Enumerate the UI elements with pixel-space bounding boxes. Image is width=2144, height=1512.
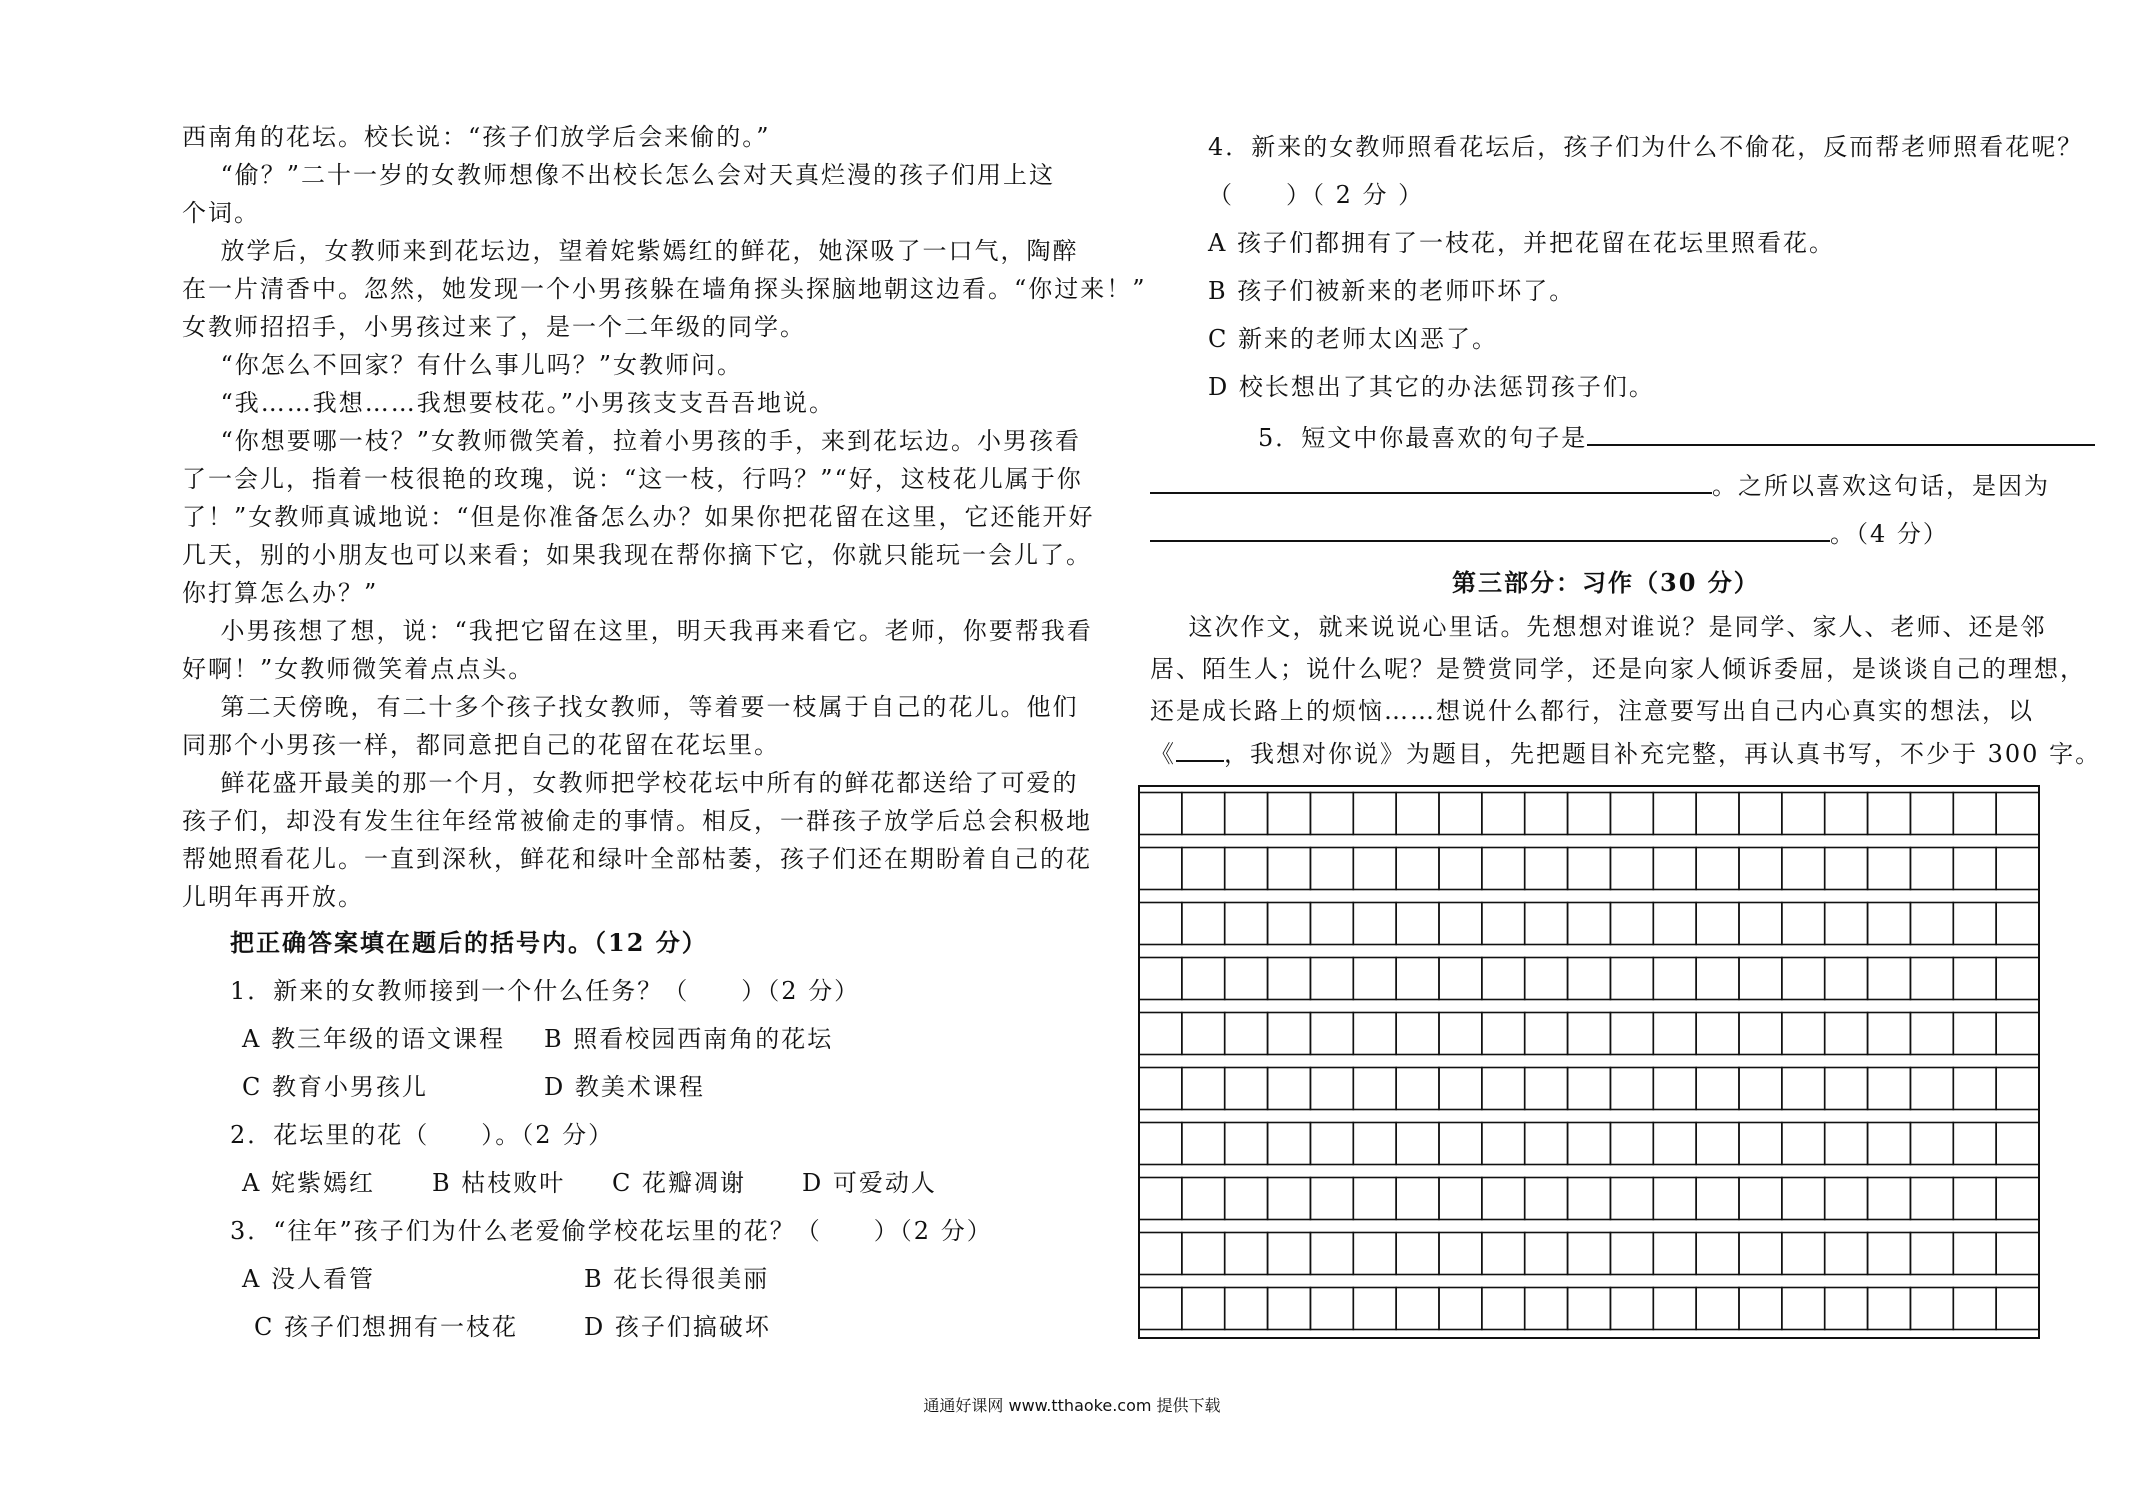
grid-cell[interactable] [1396, 1288, 1439, 1330]
grid-cell[interactable] [1610, 1233, 1653, 1275]
answer-blank[interactable] [1150, 470, 1712, 494]
grid-cell[interactable] [1396, 1013, 1439, 1055]
grid-cell[interactable] [1953, 958, 1996, 1000]
grid-cell[interactable] [1225, 903, 1268, 945]
grid-cell[interactable] [1696, 903, 1739, 945]
grid-cell[interactable] [1910, 958, 1953, 1000]
grid-cell[interactable] [1825, 1288, 1868, 1330]
passage-line: 了！”女教师真诚地说：“但是你准备怎么办？如果你把花留在这里，它还能开好 [182, 503, 1095, 531]
answer-blank[interactable] [1587, 422, 2095, 446]
grid-cell[interactable] [1568, 793, 1611, 835]
grid-cell[interactable] [1139, 1178, 1182, 1220]
q1-option-c[interactable]: C 教育小男孩儿 [242, 1073, 428, 1101]
grid-cell[interactable] [1825, 1233, 1868, 1275]
grid-cell[interactable] [1225, 1123, 1268, 1165]
grid-cell[interactable] [1182, 1233, 1225, 1275]
q3-option-c[interactable]: C 孩子们想拥有一枝花 [254, 1313, 518, 1341]
grid-cell[interactable] [1868, 1178, 1911, 1220]
grid-cell[interactable] [1996, 958, 2039, 1000]
grid-cell[interactable] [1568, 848, 1611, 890]
question-5-line-2 [1150, 470, 2050, 501]
grid-cell[interactable] [1610, 958, 1653, 1000]
grid-cell[interactable] [1139, 1013, 1182, 1055]
grid-cell[interactable] [1268, 1068, 1311, 1110]
grid-cell[interactable] [1996, 1178, 2039, 1220]
grid-cell[interactable] [1439, 1178, 1482, 1220]
grid-cell[interactable] [1782, 793, 1825, 835]
grid-cell[interactable] [1139, 1233, 1182, 1275]
passage-line: “你怎么不回家？有什么事儿吗？”女教师问。 [182, 351, 744, 379]
grid-cell[interactable] [1182, 1288, 1225, 1330]
grid-cell[interactable] [1525, 1288, 1568, 1330]
title-prefix: 《 [1150, 740, 1176, 768]
passage-line: 个词。 [182, 199, 260, 227]
grid-cell[interactable] [1268, 1288, 1311, 1330]
grid-cell[interactable] [1782, 903, 1825, 945]
grid-cell[interactable] [1653, 1233, 1696, 1275]
grid-cell[interactable] [1182, 1123, 1225, 1165]
grid-cell[interactable] [1525, 1178, 1568, 1220]
q4-option-c[interactable]: C 新来的老师太凶恶了。 [1208, 325, 1498, 353]
grid-cell[interactable] [1568, 1178, 1611, 1220]
grid-cell[interactable] [1310, 1288, 1353, 1330]
grid-cell[interactable] [1739, 958, 1782, 1000]
grid-cell[interactable] [1396, 1178, 1439, 1220]
grid-row [1139, 1123, 2039, 1165]
grid-cell[interactable] [1739, 903, 1782, 945]
passage-line: 了一会儿，指着一枝很艳的玫瑰，说：“这一枝，行吗？”“好，这枝花儿属于你 [182, 465, 1083, 493]
grid-cell[interactable] [1953, 903, 1996, 945]
grid-cell[interactable] [1996, 903, 2039, 945]
grid-cell[interactable] [1439, 958, 1482, 1000]
grid-cell[interactable] [1825, 1013, 1868, 1055]
passage-line: 帮她照看花儿。一直到深秋，鲜花和绿叶全部枯萎，孩子们还在期盼着自己的花 [182, 845, 1092, 873]
grid-cell[interactable] [1525, 848, 1568, 890]
grid-cell[interactable] [1782, 1178, 1825, 1220]
passage-line: “你想要哪一枝？”女教师微笑着，拉着小男孩的手，来到花坛边。小男孩看 [182, 427, 1082, 455]
grid-row [1139, 793, 2039, 835]
grid-cell[interactable] [1482, 793, 1525, 835]
question-2-stem: 2．花坛里的花（ ）。（2 分） [230, 1121, 615, 1149]
grid-cell[interactable] [1225, 848, 1268, 890]
grid-cell[interactable] [1996, 848, 2039, 890]
writing-prompt-line: 居、陌生人；说什么呢？是赞赏同学，还是向家人倾诉委屈，是谈谈自己的理想， [1150, 655, 2086, 683]
grid-cell[interactable] [1353, 903, 1396, 945]
grid-cell[interactable] [1182, 793, 1225, 835]
grid-cell[interactable] [1610, 848, 1653, 890]
passage-line: 第二天傍晚，有二十多个孩子找女教师，等着要一枝属于自己的花儿。他们 [182, 693, 1079, 721]
passage-line: 在一片清香中。忽然，她发现一个小男孩躲在墙角探头探脑地朝这边看。“你过来！” [182, 275, 1147, 303]
grid-cell[interactable] [1910, 903, 1953, 945]
grid-cell[interactable] [1439, 793, 1482, 835]
grid-cell[interactable] [1782, 1288, 1825, 1330]
grid-cell[interactable] [1953, 1013, 1996, 1055]
grid-cell[interactable] [1396, 1233, 1439, 1275]
grid-cell[interactable] [1353, 1288, 1396, 1330]
grid-cell[interactable] [1182, 1068, 1225, 1110]
grid-cell[interactable] [1953, 1068, 1996, 1110]
q2-option-d[interactable]: D 可爱动人 [802, 1169, 937, 1197]
question-5-mid: 。之所以喜欢这句话，是因为 [1712, 472, 2050, 500]
grid-cell[interactable] [1310, 1123, 1353, 1165]
grid-cell[interactable] [1568, 1068, 1611, 1110]
grid-cell[interactable] [1953, 848, 1996, 890]
grid-cell[interactable] [1310, 848, 1353, 890]
grid-cell[interactable] [1610, 793, 1653, 835]
passage-line: 几天，别的小朋友也可以来看；如果我现在帮你摘下它，你就只能玩一会儿了。 [182, 541, 1092, 569]
grid-cell[interactable] [1268, 848, 1311, 890]
grid-cell[interactable] [1139, 1123, 1182, 1165]
grid-cell[interactable] [1910, 1288, 1953, 1330]
grid-cell[interactable] [1310, 1178, 1353, 1220]
grid-cell[interactable] [1868, 903, 1911, 945]
grid-cell[interactable] [1996, 1288, 2039, 1330]
grid-cell[interactable] [1310, 1233, 1353, 1275]
grid-row [1139, 848, 2039, 890]
grid-cell[interactable] [1782, 1233, 1825, 1275]
grid-cell[interactable] [1182, 903, 1225, 945]
grid-cell[interactable] [1610, 1288, 1653, 1330]
grid-cell[interactable] [1139, 793, 1182, 835]
grid-cell[interactable] [1439, 903, 1482, 945]
grid-cell[interactable] [1439, 1013, 1482, 1055]
grid-cell[interactable] [1610, 1068, 1653, 1110]
grid-cell[interactable] [1268, 1123, 1311, 1165]
grid-cell[interactable] [1310, 793, 1353, 835]
grid-cell[interactable] [1482, 1178, 1525, 1220]
grid-cell[interactable] [1868, 848, 1911, 890]
q1-option-a[interactable]: A 教三年级的语文课程 [242, 1025, 505, 1053]
grid-cell[interactable] [1868, 1123, 1911, 1165]
grid-cell[interactable] [1739, 1123, 1782, 1165]
grid-cell[interactable] [1653, 1123, 1696, 1165]
grid-cell[interactable] [1868, 1013, 1911, 1055]
grid-cell[interactable] [1568, 1233, 1611, 1275]
grid-cell[interactable] [1653, 1178, 1696, 1220]
grid-cell[interactable] [1182, 958, 1225, 1000]
q4-option-a[interactable]: A 孩子们都拥有了一枝花，并把花留在花坛里照看花。 [1208, 229, 1835, 257]
grid-cell[interactable] [1525, 1233, 1568, 1275]
grid-cell[interactable] [1568, 903, 1611, 945]
grid-cell[interactable] [1139, 848, 1182, 890]
grid-cell[interactable] [1953, 793, 1996, 835]
question-5-end: 。（4 分） [1830, 520, 1949, 548]
grid-cell[interactable] [1525, 1123, 1568, 1165]
grid-cell[interactable] [1225, 1233, 1268, 1275]
grid-cell[interactable] [1825, 958, 1868, 1000]
grid-cell[interactable] [1610, 1178, 1653, 1220]
grid-cell[interactable] [1996, 793, 2039, 835]
title-suffix: ，我想对你说》为题目，先把题目补充完整，再认真书写，不少于 300 字。 [1224, 740, 2102, 768]
grid-cell[interactable] [1825, 1068, 1868, 1110]
grid-row [1139, 903, 2039, 945]
grid-cell[interactable] [1310, 1013, 1353, 1055]
grid-cell[interactable] [1525, 958, 1568, 1000]
grid-cell[interactable] [1353, 1068, 1396, 1110]
passage-line: “偷？”二十一岁的女教师想像不出校长怎么会对天真烂漫的孩子们用上这 [182, 161, 1056, 189]
grid-cell[interactable] [1868, 958, 1911, 1000]
writing-prompt-line [1150, 738, 2101, 769]
question-5-stem [1258, 422, 2095, 453]
grid-cell[interactable] [1310, 1068, 1353, 1110]
grid-cell[interactable] [1353, 958, 1396, 1000]
grid-cell[interactable] [1868, 1288, 1911, 1330]
grid-cell[interactable] [1568, 1013, 1611, 1055]
grid-cell[interactable] [1396, 1123, 1439, 1165]
grid-cell[interactable] [1910, 793, 1953, 835]
grid-svg [1138, 785, 2040, 1339]
grid-cell[interactable] [1782, 958, 1825, 1000]
title-blank[interactable] [1176, 738, 1224, 762]
grid-cell[interactable] [1910, 1123, 1953, 1165]
q1-option-b[interactable]: B 照看校园西南角的花坛 [544, 1025, 834, 1053]
grid-cell[interactable] [1996, 1013, 2039, 1055]
grid-cell[interactable] [1953, 1178, 1996, 1220]
grid-cell[interactable] [1482, 1288, 1525, 1330]
passage-line: 同那个小男孩一样，都同意把自己的花留在花坛里。 [182, 731, 780, 759]
grid-cell[interactable] [1868, 1233, 1911, 1275]
question-5-label: 5．短文中你最喜欢的句子是 [1258, 424, 1588, 452]
passage-line: 儿明年再开放。 [182, 883, 364, 911]
passage-line: 鲜花盛开最美的那一个月，女教师把学校花坛中所有的鲜花都送给了可爱的 [182, 769, 1079, 797]
grid-cell[interactable] [1739, 1178, 1782, 1220]
grid-cell[interactable] [1696, 848, 1739, 890]
q2-option-b[interactable]: B 枯枝败叶 [432, 1169, 566, 1197]
grid-cell[interactable] [1139, 903, 1182, 945]
grid-cell[interactable] [1268, 793, 1311, 835]
grid-cell[interactable] [1482, 903, 1525, 945]
q4-option-b[interactable]: B 孩子们被新来的老师吓坏了。 [1208, 277, 1576, 305]
grid-cell[interactable] [1225, 958, 1268, 1000]
q3-option-a[interactable]: A 没人看管 [242, 1265, 375, 1293]
grid-cell[interactable] [1268, 958, 1311, 1000]
q2-option-a[interactable]: A 姹紫嫣红 [242, 1169, 375, 1197]
grid-cell[interactable] [1739, 1013, 1782, 1055]
grid-row [1139, 1013, 2039, 1055]
grid-cell[interactable] [1825, 1178, 1868, 1220]
grid-cell[interactable] [1396, 848, 1439, 890]
answer-blank[interactable] [1150, 518, 1830, 542]
grid-cell[interactable] [1439, 1123, 1482, 1165]
grid-cell[interactable] [1353, 848, 1396, 890]
grid-cell[interactable] [1610, 903, 1653, 945]
grid-cell[interactable] [1225, 793, 1268, 835]
question-4-points: （ ）（ 2 分 ） [1208, 181, 1425, 209]
questions-instruction: 把正确答案填在题后的括号内。（12 分） [230, 928, 708, 957]
grid-cell[interactable] [1696, 1178, 1739, 1220]
passage-line: 放学后，女教师来到花坛边，望着姹紫嫣红的鲜花，她深吸了一口气，陶醉 [182, 237, 1079, 265]
grid-cell[interactable] [1996, 1123, 2039, 1165]
q3-option-b[interactable]: B 花长得很美丽 [584, 1265, 770, 1293]
grid-cell[interactable] [1739, 1068, 1782, 1110]
grid-cell[interactable] [1396, 793, 1439, 835]
grid-cell[interactable] [1353, 1233, 1396, 1275]
grid-cell[interactable] [1268, 1233, 1311, 1275]
grid-cell[interactable] [1396, 1068, 1439, 1110]
grid-cell[interactable] [1610, 1123, 1653, 1165]
grid-cell[interactable] [1653, 1013, 1696, 1055]
writing-prompt-line: 这次作文，就来说说心里话。先想想对谁说？是同学、家人、老师、还是邻 [1150, 613, 2047, 641]
grid-cell[interactable] [1482, 848, 1525, 890]
grid-cell[interactable] [1568, 958, 1611, 1000]
passage-line: 小男孩想了想，说：“我把它留在这里，明天我再来看它。老师，你要帮我看 [182, 617, 1093, 645]
question-3-stem: 3．“往年”孩子们为什么老爱偷学校花坛里的花？（ ）（2 分） [230, 1217, 993, 1245]
grid-cell[interactable] [1739, 848, 1782, 890]
grid-cell[interactable] [1910, 1233, 1953, 1275]
grid-cell[interactable] [1225, 1288, 1268, 1330]
grid-cell[interactable] [1868, 1068, 1911, 1110]
passage-line: 好啊！”女教师微笑着点点头。 [182, 655, 535, 683]
grid-cell[interactable] [1825, 793, 1868, 835]
grid-cell[interactable] [1910, 1068, 1953, 1110]
grid-cell[interactable] [1782, 1068, 1825, 1110]
grid-row [1139, 1178, 2039, 1220]
grid-cell[interactable] [1653, 958, 1696, 1000]
grid-cell[interactable] [1182, 1178, 1225, 1220]
grid-cell[interactable] [1910, 1178, 1953, 1220]
grid-cell[interactable] [1953, 1233, 1996, 1275]
q1-option-d[interactable]: D 教美术课程 [544, 1073, 705, 1101]
grid-cell[interactable] [1825, 848, 1868, 890]
grid-cell[interactable] [1568, 1288, 1611, 1330]
grid-cell[interactable] [1353, 1178, 1396, 1220]
grid-cell[interactable] [1182, 848, 1225, 890]
grid-border [1139, 786, 2039, 1338]
grid-cell[interactable] [1610, 1013, 1653, 1055]
grid-cell[interactable] [1739, 793, 1782, 835]
grid-cell[interactable] [1353, 793, 1396, 835]
grid-cell[interactable] [1225, 1068, 1268, 1110]
grid-cell[interactable] [1868, 793, 1911, 835]
passage-line: 孩子们，却没有发生往年经常被偷走的事情。相反，一群孩子放学后总会积极地 [182, 807, 1092, 835]
grid-cell[interactable] [1439, 1233, 1482, 1275]
grid-cell[interactable] [1696, 1013, 1739, 1055]
grid-cell[interactable] [1953, 1288, 1996, 1330]
grid-cell[interactable] [1653, 1288, 1696, 1330]
grid-cell[interactable] [1310, 903, 1353, 945]
grid-cell[interactable] [1268, 903, 1311, 945]
grid-cell[interactable] [1653, 848, 1696, 890]
grid-cell[interactable] [1310, 958, 1353, 1000]
q4-option-d[interactable]: D 校长想出了其它的办法惩罚孩子们。 [1208, 373, 1655, 401]
grid-cell[interactable] [1139, 1068, 1182, 1110]
grid-cell[interactable] [1696, 958, 1739, 1000]
grid-cell[interactable] [1482, 1068, 1525, 1110]
passage-line: “我……我想……我想要枝花。”小男孩支支吾吾地说。 [182, 389, 836, 417]
grid-cell[interactable] [1910, 848, 1953, 890]
grid-cell[interactable] [1696, 1068, 1739, 1110]
grid-cell[interactable] [1525, 793, 1568, 835]
grid-cell[interactable] [1268, 1178, 1311, 1220]
grid-cell[interactable] [1182, 1013, 1225, 1055]
grid-cell[interactable] [1568, 1123, 1611, 1165]
grid-cell[interactable] [1525, 903, 1568, 945]
composition-grid[interactable] [1138, 785, 2040, 1339]
grid-cell[interactable] [1439, 1068, 1482, 1110]
grid-row [1139, 958, 2039, 1000]
grid-cell[interactable] [1396, 903, 1439, 945]
grid-cell[interactable] [1653, 903, 1696, 945]
grid-cell[interactable] [1482, 1233, 1525, 1275]
grid-cell[interactable] [1696, 793, 1739, 835]
grid-cell[interactable] [1353, 1013, 1396, 1055]
grid-cell[interactable] [1996, 1233, 2039, 1275]
grid-cell[interactable] [1782, 1123, 1825, 1165]
writing-prompt-line: 还是成长路上的烦恼……想说什么都行，注意要写出自己内心真实的想法，以 [1150, 697, 2034, 725]
q2-option-c[interactable]: C 花瓣凋谢 [612, 1169, 746, 1197]
grid-cell[interactable] [1910, 1013, 1953, 1055]
question-4-stem: 4．新来的女教师照看花坛后，孩子们为什么不偷花，反而帮老师照看花呢？ [1208, 133, 2084, 161]
grid-cell[interactable] [1696, 1233, 1739, 1275]
grid-cell[interactable] [1525, 1068, 1568, 1110]
writing-heading: 第三部分：习作（30 分） [1452, 568, 1760, 597]
q3-option-d[interactable]: D 孩子们搞破坏 [584, 1313, 771, 1341]
grid-cell[interactable] [1439, 848, 1482, 890]
passage-line: 西南角的花坛。校长说：“孩子们放学后会来偷的。” [182, 123, 771, 151]
grid-cell[interactable] [1653, 1068, 1696, 1110]
grid-cell[interactable] [1139, 958, 1182, 1000]
grid-cell[interactable] [1996, 1068, 2039, 1110]
grid-cell[interactable] [1396, 958, 1439, 1000]
grid-cell[interactable] [1782, 848, 1825, 890]
grid-row [1139, 1068, 2039, 1110]
grid-cell[interactable] [1482, 958, 1525, 1000]
passage-line: 女教师招招手，小男孩过来了，是一个二年级的同学。 [182, 313, 806, 341]
grid-row [1139, 1233, 2039, 1275]
grid-cell[interactable] [1825, 903, 1868, 945]
grid-cell[interactable] [1482, 1123, 1525, 1165]
grid-cell[interactable] [1482, 1013, 1525, 1055]
passage-line: 你打算怎么办？” [182, 579, 379, 607]
question-5-line-3 [1150, 518, 1949, 549]
grid-row [1139, 1288, 2039, 1330]
grid-cell[interactable] [1353, 1123, 1396, 1165]
question-1-stem: 1．新来的女教师接到一个什么任务？（ ）（2 分） [230, 977, 861, 1005]
grid-cell[interactable] [1139, 1288, 1182, 1330]
grid-cell[interactable] [1439, 1288, 1482, 1330]
grid-cell[interactable] [1268, 1013, 1311, 1055]
grid-cell[interactable] [1782, 1013, 1825, 1055]
grid-cell[interactable] [1825, 1123, 1868, 1165]
grid-cell[interactable] [1739, 1288, 1782, 1330]
grid-cell[interactable] [1653, 793, 1696, 835]
grid-cell[interactable] [1739, 1233, 1782, 1275]
grid-cell[interactable] [1696, 1288, 1739, 1330]
grid-cell[interactable] [1696, 1123, 1739, 1165]
grid-cell[interactable] [1525, 1013, 1568, 1055]
grid-cell[interactable] [1225, 1178, 1268, 1220]
grid-cell[interactable] [1953, 1123, 1996, 1165]
grid-cell[interactable] [1225, 1013, 1268, 1055]
footer-source: 通通好课网 www.tthaoke.com 提供下载 [923, 1396, 1221, 1415]
